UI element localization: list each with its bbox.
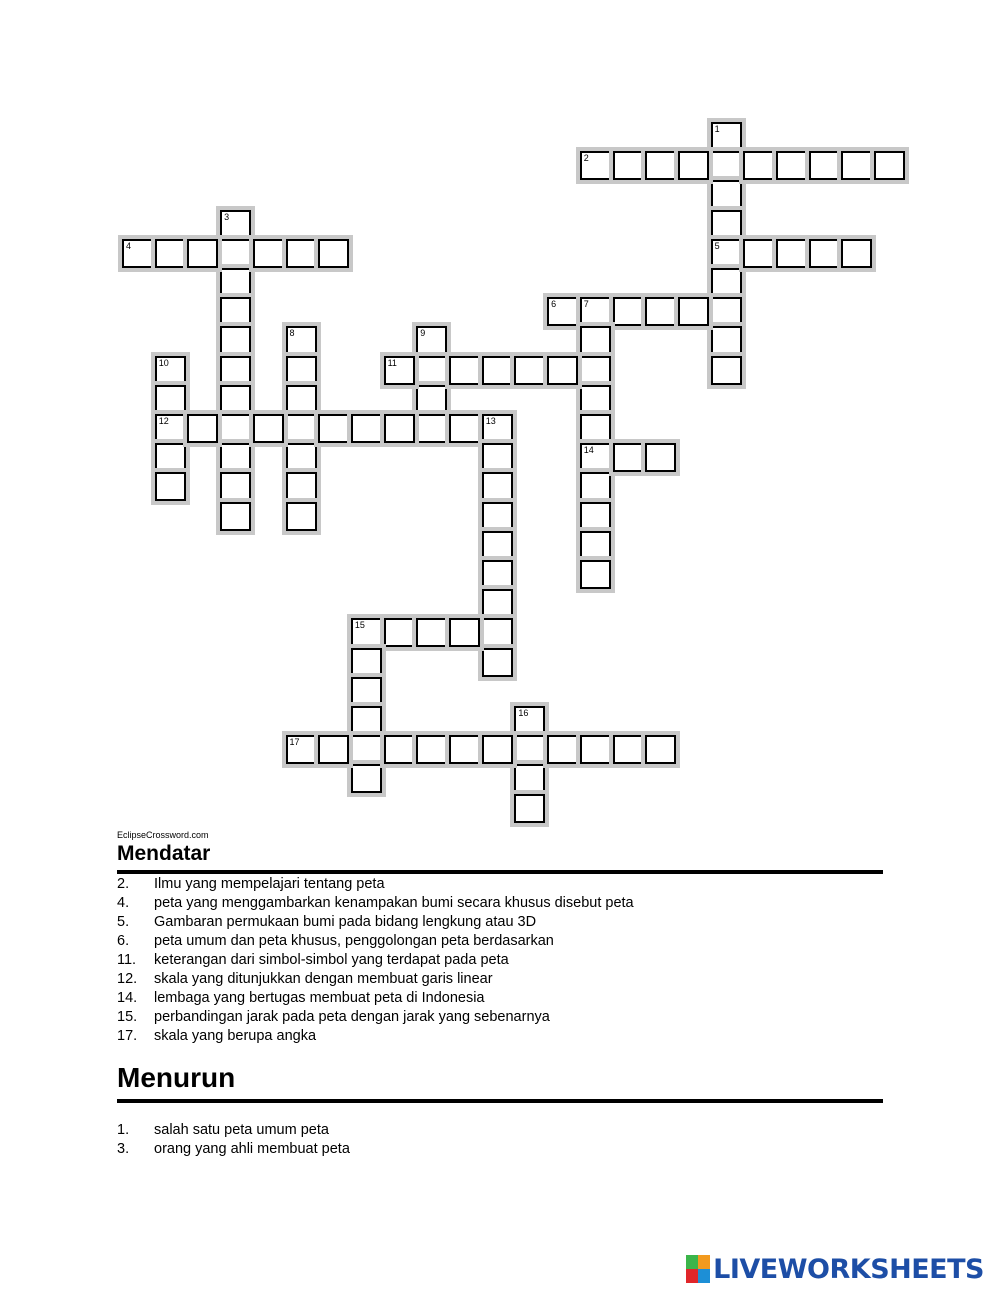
crossword-cell[interactable] [318,414,349,443]
clue-number: 14 [583,445,594,456]
clue-text: skala yang ditunjukkan dengan membuat garis linear [154,971,493,987]
crossword-cell[interactable] [449,618,480,647]
crossword-cell[interactable] [711,151,742,180]
clue-num: 4. [117,895,130,911]
clue-num: 2. [117,876,130,892]
clue-text: peta umum dan peta khusus, penggolongan peta berdasarkan [154,933,554,949]
down-clue [117,1121,329,1140]
crossword-cell[interactable] [514,706,545,735]
clue-number: 8 [289,328,295,339]
crossword-cell[interactable] [155,414,186,443]
crossword-cell[interactable] [187,414,218,443]
crossword-cell[interactable] [580,326,611,355]
clue-number: 16 [518,708,529,718]
crossword-cell[interactable] [580,414,611,443]
crossword-cell[interactable] [482,443,513,472]
crossword-cell[interactable] [645,297,676,326]
crossword-cell[interactable] [220,502,251,531]
crossword-cell[interactable] [482,502,513,531]
crossword-cell[interactable] [286,385,317,414]
clue-number: 2 [583,153,589,164]
crossword-cell[interactable] [809,151,840,180]
clue-num: 14. [117,990,138,1006]
crossword-cell[interactable] [155,239,186,268]
crossword-cell[interactable] [220,356,251,385]
clue-num: 15. [117,1009,138,1025]
crossword-cell[interactable] [155,385,186,414]
crossword-cell[interactable] [122,239,153,268]
clue-number: 6 [551,299,557,310]
crossword-cell[interactable] [482,648,513,677]
crossword-cell[interactable] [514,794,545,823]
crossword-cell[interactable] [286,239,317,268]
crossword-cell[interactable] [449,735,480,764]
crossword-cell[interactable] [514,764,545,793]
crossword-cell[interactable] [645,443,676,472]
crossword-cell[interactable] [482,560,513,589]
crossword-cell[interactable] [187,239,218,268]
clue-text: keterangan dari simbol-simbol yang terdapat pada peta [154,952,509,968]
crossword-cell[interactable] [743,151,774,180]
crossword-cell[interactable] [645,151,676,180]
clue-number: 12 [158,416,169,426]
crossword-cell[interactable] [384,735,415,764]
crossword-cell[interactable] [514,735,545,764]
crossword-cell[interactable] [711,122,742,151]
clue-text: peta yang menggambarkan kenampakan bumi secara khusus disebut peta [154,895,634,911]
crossword-cell[interactable] [155,356,186,385]
crossword-cell[interactable] [318,239,349,268]
clue-number: 3 [224,211,230,222]
crossword-cell[interactable] [351,648,382,677]
across-divider [117,870,883,874]
crossword-cell[interactable] [416,385,447,414]
clue-num: 12. [117,971,138,987]
clue-number: 13 [485,416,496,426]
crossword-cell[interactable] [580,297,611,326]
clue-text: Gambaran permukaan bumi pada bidang lengkung atau 3D [154,914,537,930]
crossword-cell[interactable] [286,502,317,531]
down-divider [117,1099,883,1103]
crossword-cell[interactable] [482,414,513,443]
crossword-cell[interactable] [776,239,807,268]
crossword-cell[interactable] [286,326,317,355]
crossword-cell[interactable] [613,151,644,180]
crossword-cell[interactable] [220,210,251,239]
down-heading: Menurun [117,1062,236,1093]
crossword-cell[interactable] [384,618,415,647]
clue-num: 5. [117,914,130,930]
crossword-cell[interactable] [482,472,513,501]
crossword-cell[interactable] [449,414,480,443]
crossword-cell[interactable] [482,618,513,647]
crossword-cell[interactable] [645,735,676,764]
crossword-cell[interactable] [580,735,611,764]
crossword-cell[interactable] [351,735,382,764]
clue-number: 9 [420,328,426,339]
crossword-cell[interactable] [253,239,284,268]
site-credit: EclipseCrossword.com [117,830,209,840]
crossword-cell[interactable] [220,414,251,443]
crossword-cell[interactable] [416,735,447,764]
crossword-cell[interactable] [678,297,709,326]
crossword-cell[interactable] [220,443,251,472]
crossword-cell[interactable] [678,151,709,180]
crossword-cell[interactable] [384,414,415,443]
clue-num: 17. [117,1028,138,1044]
crossword-cell[interactable] [547,735,578,764]
down-clue [117,1140,350,1159]
crossword-cell[interactable] [482,735,513,764]
clue-text: skala yang berupa angka [154,1028,317,1044]
liveworksheets-logo-text: LIVEWORKSHEETS [713,1253,984,1285]
crossword-cell[interactable] [743,239,774,268]
across-clue [117,932,554,951]
crossword-cell[interactable] [580,560,611,589]
crossword-cell[interactable] [220,326,251,355]
crossword-cell[interactable] [220,297,251,326]
crossword-cell[interactable] [580,385,611,414]
crossword-cell[interactable] [580,443,611,472]
crossword-cell[interactable] [351,677,382,706]
crossword-cell[interactable] [220,472,251,501]
crossword-cell[interactable] [253,414,284,443]
clue-number: 15 [354,620,365,631]
crossword-cell[interactable] [580,151,611,180]
crossword-cell[interactable] [449,356,480,385]
crossword-cell[interactable] [580,502,611,531]
crossword-cell[interactable] [416,326,447,355]
crossword-cell[interactable] [711,356,742,385]
crossword-cell[interactable] [809,239,840,268]
across-clue [117,1027,316,1046]
crossword-cell[interactable] [547,356,578,385]
crossword-cell[interactable] [286,414,317,443]
across-heading: Mendatar [117,842,211,865]
crossword-cell[interactable] [416,414,447,443]
across-clue [117,989,485,1008]
liveworksheets-logo [686,1254,984,1284]
clue-number: 5 [714,240,720,251]
clue-text: perbandingan jarak pada peta dengan jarak yang sebenarnya [154,1009,550,1025]
crossword-cell[interactable] [220,268,251,297]
crossword-cell[interactable] [155,443,186,472]
crossword-cell[interactable] [351,414,382,443]
crossword-cell[interactable] [318,735,349,764]
crossword-cell[interactable] [711,268,742,297]
crossword-cell[interactable] [482,589,513,618]
crossword-cell[interactable] [482,531,513,560]
across-clue [117,875,385,894]
clue-text: salah satu peta umum peta [154,1122,329,1138]
crossword-cell[interactable] [711,297,742,326]
crossword-cell[interactable] [580,356,611,385]
crossword-cell[interactable] [841,151,872,180]
clue-num: 11. [117,952,137,968]
crossword-cell[interactable] [416,356,447,385]
crossword-cell[interactable] [711,239,742,268]
clue-text: lembaga yang bertugas membuat peta di Indonesia [154,990,485,1006]
liveworksheets-logo-icon [686,1255,710,1283]
clue-number: 10 [158,357,169,368]
crossword-cell[interactable] [547,297,578,326]
crossword-cell[interactable] [613,297,644,326]
crossword-cell[interactable] [155,472,186,501]
clue-number: 17 [289,737,300,748]
crossword-cell[interactable] [384,356,415,385]
crossword-cell[interactable] [482,356,513,385]
crossword-cell[interactable] [613,443,644,472]
crossword-cell[interactable] [286,472,317,501]
clue-num: 6. [117,933,130,949]
crossword-cell[interactable] [220,239,251,268]
crossword-cell[interactable] [351,618,382,647]
crossword-cell[interactable] [351,764,382,793]
crossword-cell[interactable] [286,443,317,472]
crossword-cell[interactable] [580,531,611,560]
crossword-cell[interactable] [580,472,611,501]
clue-number: 4 [126,240,132,251]
crossword-cell[interactable] [286,356,317,385]
crossword-cell[interactable] [613,735,644,764]
crossword-cell[interactable] [351,706,382,735]
crossword-cell[interactable] [416,618,447,647]
across-clue [117,913,536,932]
crossword-cell[interactable] [874,151,905,180]
crossword-cell[interactable] [220,385,251,414]
clue-number: 1 [714,124,720,134]
crossword-cell[interactable] [286,735,317,764]
across-clue [117,1008,550,1027]
clue-num: 3. [117,1141,130,1157]
clue-text: Ilmu yang mempelajari tentang peta [154,876,385,892]
across-clue [117,951,509,970]
across-clue [117,894,634,913]
crossword-cell[interactable] [776,151,807,180]
clue-number: 7 [583,299,589,310]
crossword-cell[interactable] [711,180,742,209]
across-clue [117,970,493,989]
crossword-cell[interactable] [711,210,742,239]
crossword-cell[interactable] [841,239,872,268]
clue-num: 1. [117,1122,130,1138]
crossword-cell[interactable] [514,356,545,385]
clue-text: orang yang ahli membuat peta [154,1141,350,1157]
crossword-cell[interactable] [711,326,742,355]
clue-number: 11 [387,357,397,368]
